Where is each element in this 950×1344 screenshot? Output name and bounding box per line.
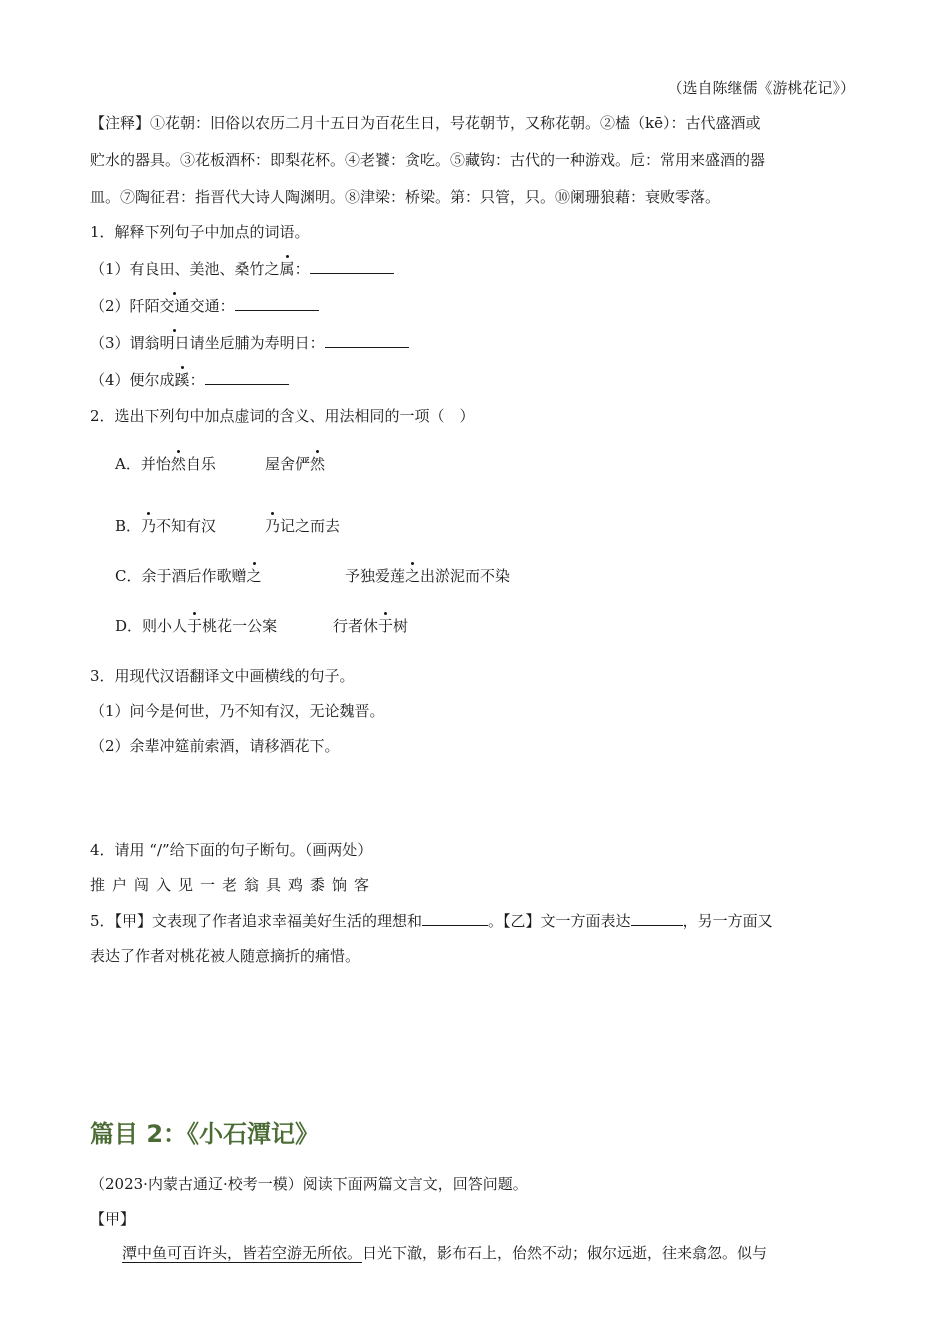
- option-a-second: [265, 454, 325, 474]
- notes-line-2: 贮水的器具。③花板酒杯：即梨花杯。④老饕：贪吃。⑤藏钩：古代的一种游戏。卮：常用来盛酒的器: [90, 151, 766, 169]
- option-label: C．: [115, 567, 142, 585]
- item-text: （1）有良田、美池、桑竹之: [90, 260, 280, 278]
- answer-blank[interactable]: [205, 369, 289, 385]
- dotted-word: 之: [246, 567, 262, 585]
- option-text: 行者休: [333, 617, 379, 635]
- dotted-word: 然: [170, 455, 186, 473]
- question-5-line-2: 表达了作者对桃花被人随意摘折的痛惜。: [90, 947, 361, 965]
- answer-blank[interactable]: [631, 910, 683, 926]
- section-intro: （2023·内蒙古通辽·校考一模）阅读下面两篇文言文，回答问题。: [90, 1175, 528, 1193]
- section-heading: 篇目 2：《小石潭记》: [90, 1120, 320, 1148]
- item-text: ：: [294, 260, 310, 278]
- dotted-word: 于: [187, 617, 203, 635]
- question-1-title: 1．解释下列句子中加点的词语。: [90, 223, 310, 241]
- answer-blank[interactable]: [235, 295, 319, 311]
- dotted-word: 交通: [159, 297, 190, 315]
- option-label: B．: [115, 517, 142, 535]
- option-d-second: [333, 616, 408, 636]
- answer-blank[interactable]: [310, 258, 394, 274]
- question-3-item-2: （2）余辈冲筵前索酒，请移酒花下。: [90, 737, 340, 755]
- dotted-word: 乃: [265, 517, 281, 535]
- option-text: 则小人: [142, 617, 188, 635]
- question-2-title: 2．选出下列句中加点虚词的含义、用法相同的一项（ ）: [90, 407, 475, 425]
- option-text: 树: [393, 617, 409, 635]
- question-4-title: 4．请用 “/”给下面的句子断句。（画两处）: [90, 841, 373, 859]
- option-a[interactable]: [115, 454, 216, 474]
- notes-line-3: 皿。⑦陶征君：指晋代大诗人陶渊明。⑧津梁：桥梁。第：只管，只。⑩阑珊狼藉：衰败零落。: [90, 188, 721, 206]
- question-4-sentence: 推户闯入见一老翁具鸡黍饷客: [90, 876, 377, 894]
- option-text: 自乐: [185, 455, 216, 473]
- underlined-sentence: 潭中鱼可百许头，皆若空游无所依。: [122, 1244, 363, 1262]
- item-text: 5．【甲】文表现了作者追求幸福美好生活的理想和: [90, 912, 423, 930]
- item-text: （3）谓翁: [90, 334, 160, 352]
- item-text: （4）便尔成: [90, 371, 175, 389]
- item-text: ，另一方面又: [682, 912, 773, 930]
- option-c-second: [345, 566, 510, 586]
- dotted-word: 蹊: [174, 371, 190, 389]
- option-label: A．: [115, 455, 141, 473]
- dotted-word: 然: [310, 455, 326, 473]
- dotted-word: 明日: [159, 334, 190, 352]
- item-text: 交通：: [189, 297, 235, 315]
- question-3-item-1: （1）问今是何世，乃不知有汉，无论魏晋。: [90, 702, 385, 720]
- option-label: D．: [115, 617, 143, 635]
- dotted-word: 之: [405, 567, 421, 585]
- option-text: 桃花一公案: [202, 617, 278, 635]
- option-text: 不知有汉: [156, 517, 217, 535]
- option-text: 记之而去: [280, 517, 341, 535]
- question-1-item-4: [90, 369, 289, 390]
- option-text: 屋舍俨: [265, 455, 311, 473]
- question-1-item-3: [90, 332, 409, 353]
- answer-blank[interactable]: [422, 910, 488, 926]
- passage-text: 日光下澈，影布石上，佁然不动；俶尔远逝，往来翕忽。似与: [362, 1244, 768, 1262]
- option-b[interactable]: [115, 516, 216, 536]
- dotted-word: 乃: [141, 517, 157, 535]
- item-text: 。【乙】文一方面表达: [488, 912, 631, 930]
- item-text: 请坐卮脯为寿明日：: [189, 334, 325, 352]
- option-c[interactable]: [115, 566, 262, 586]
- question-1-item-2: [90, 295, 319, 316]
- item-text: ：: [189, 371, 205, 389]
- source-citation: （选自陈继儒《游桃花记》）: [667, 79, 855, 97]
- option-d[interactable]: [115, 616, 277, 636]
- option-text: 予独爱莲: [345, 567, 406, 585]
- question-1-item-1: [90, 258, 394, 279]
- option-text: 出淤泥而不染: [420, 567, 511, 585]
- option-text: 并怡: [140, 455, 171, 473]
- question-5-line-1: [90, 910, 773, 931]
- dotted-word: 属: [279, 260, 295, 278]
- passage-line: [122, 1243, 767, 1263]
- option-text: 余于酒后作歌赠: [141, 567, 247, 585]
- dotted-word: 于: [378, 617, 394, 635]
- notes-line-1: 【注释】①花朝：旧俗以农历二月十五日为百花生日，号花朝节，又称花朝。②榼（kē）：古代盛酒或: [90, 114, 761, 132]
- question-3-title: 3．用现代汉语翻译文中画横线的句子。: [90, 667, 355, 685]
- option-b-second: [265, 516, 340, 536]
- jia-label: 【甲】: [90, 1210, 136, 1228]
- answer-blank[interactable]: [325, 332, 409, 348]
- item-text: （2）阡陌: [90, 297, 160, 315]
